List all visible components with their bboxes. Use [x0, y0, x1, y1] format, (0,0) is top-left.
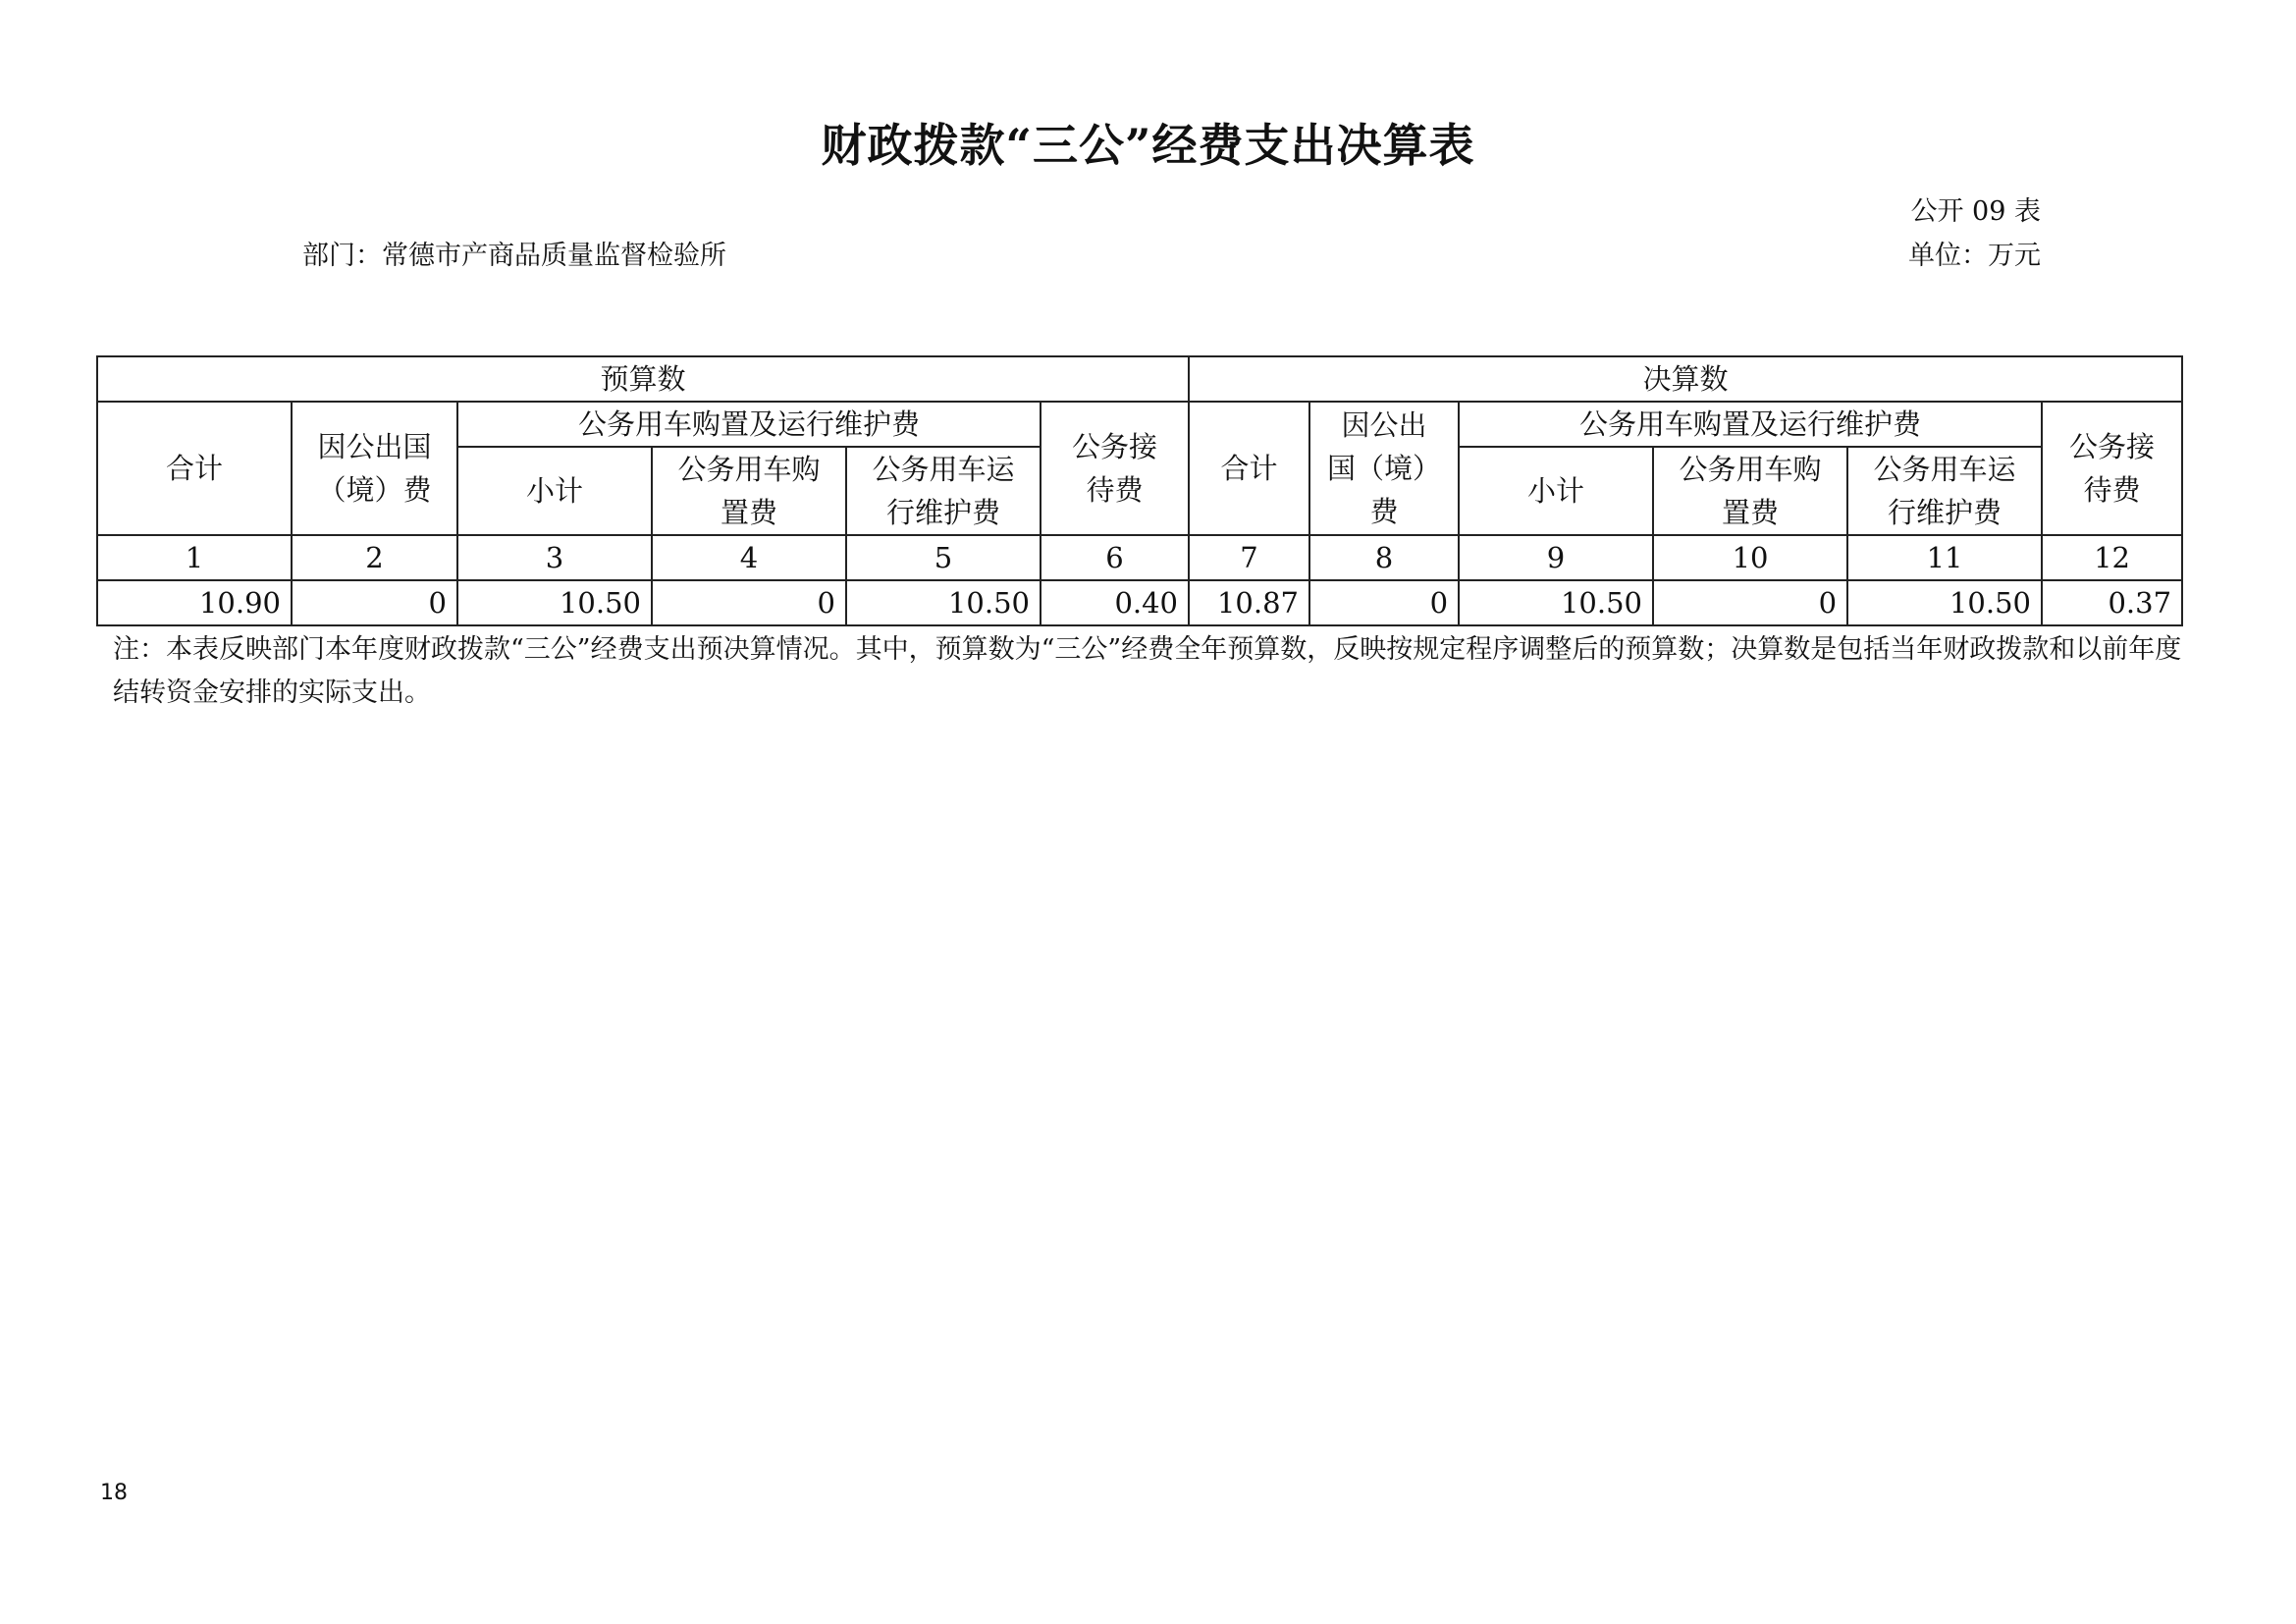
- header-budget-abroad: 因公出国 （境）费: [292, 402, 457, 535]
- header-budget-total: 合计: [97, 402, 292, 535]
- header-budget-subtotal: 小计: [457, 447, 652, 535]
- header-budget-reception: 公务接 待费: [1041, 402, 1189, 535]
- col-number: 11: [1847, 535, 2042, 580]
- value-cell: 0.40: [1041, 580, 1189, 625]
- col-number: 10: [1653, 535, 1847, 580]
- value-cell: 10.87: [1189, 580, 1309, 625]
- value-cell: 10.90: [97, 580, 292, 625]
- header-final-car-operation: 公务用车运 行维护费: [1847, 447, 2042, 535]
- value-cell: 0: [1309, 580, 1459, 625]
- header-budget-group: 预算数: [97, 356, 1189, 402]
- header-final-reception: 公务接 待费: [2042, 402, 2182, 535]
- header-budget-car-purchase: 公务用车购 置费: [652, 447, 846, 535]
- header-final-subtotal: 小计: [1459, 447, 1653, 535]
- header-final-group: 决算数: [1189, 356, 2182, 402]
- col-number: 2: [292, 535, 457, 580]
- col-number: 6: [1041, 535, 1189, 580]
- value-cell: 0: [652, 580, 846, 625]
- header-final-car-purchase: 公务用车购 置费: [1653, 447, 1847, 535]
- col-number: 1: [97, 535, 292, 580]
- page-number: 18: [100, 1481, 128, 1505]
- col-number: 5: [846, 535, 1041, 580]
- value-cell: 10.50: [1847, 580, 2042, 625]
- value-cell: 10.50: [457, 580, 652, 625]
- header-final-car-group: 公务用车购置及运行维护费: [1459, 402, 2042, 447]
- col-number: 7: [1189, 535, 1309, 580]
- page-title: 财政拨款“三公”经费支出决算表: [821, 119, 1475, 172]
- col-number: 9: [1459, 535, 1653, 580]
- header-final-abroad: 因公出 国（境） 费: [1309, 402, 1459, 535]
- header-final-total: 合计: [1189, 402, 1309, 535]
- unit-label: 单位：万元: [1908, 241, 2041, 271]
- value-cell: 0: [1653, 580, 1847, 625]
- column-number-row: [97, 535, 2182, 580]
- col-number: 8: [1309, 535, 1459, 580]
- value-cell: 10.50: [846, 580, 1041, 625]
- department-label: 部门：常德市产商品质量监督检验所: [302, 241, 726, 271]
- value-cell: 0.37: [2042, 580, 2182, 625]
- form-number: 公开 09 表: [1910, 196, 2041, 227]
- three-public-expenditure-table: [96, 355, 2183, 626]
- header-budget-car-operation: 公务用车运 行维护费: [846, 447, 1041, 535]
- value-cell: 0: [292, 580, 457, 625]
- col-number: 4: [652, 535, 846, 580]
- value-cell: 10.50: [1459, 580, 1653, 625]
- table-row: [97, 580, 2182, 625]
- col-number: 12: [2042, 535, 2182, 580]
- header-budget-car-group: 公务用车购置及运行维护费: [457, 402, 1041, 447]
- table-note: 注：本表反映部门本年度财政拨款“三公”经费支出预决算情况。其中，预算数为“三公”经费全年预算数，反映按规定程序调整后的预算数；决算数是包括当年财政拨款和以前年度结转资金安排的实际支出。: [113, 634, 2182, 708]
- col-number: 3: [457, 535, 652, 580]
